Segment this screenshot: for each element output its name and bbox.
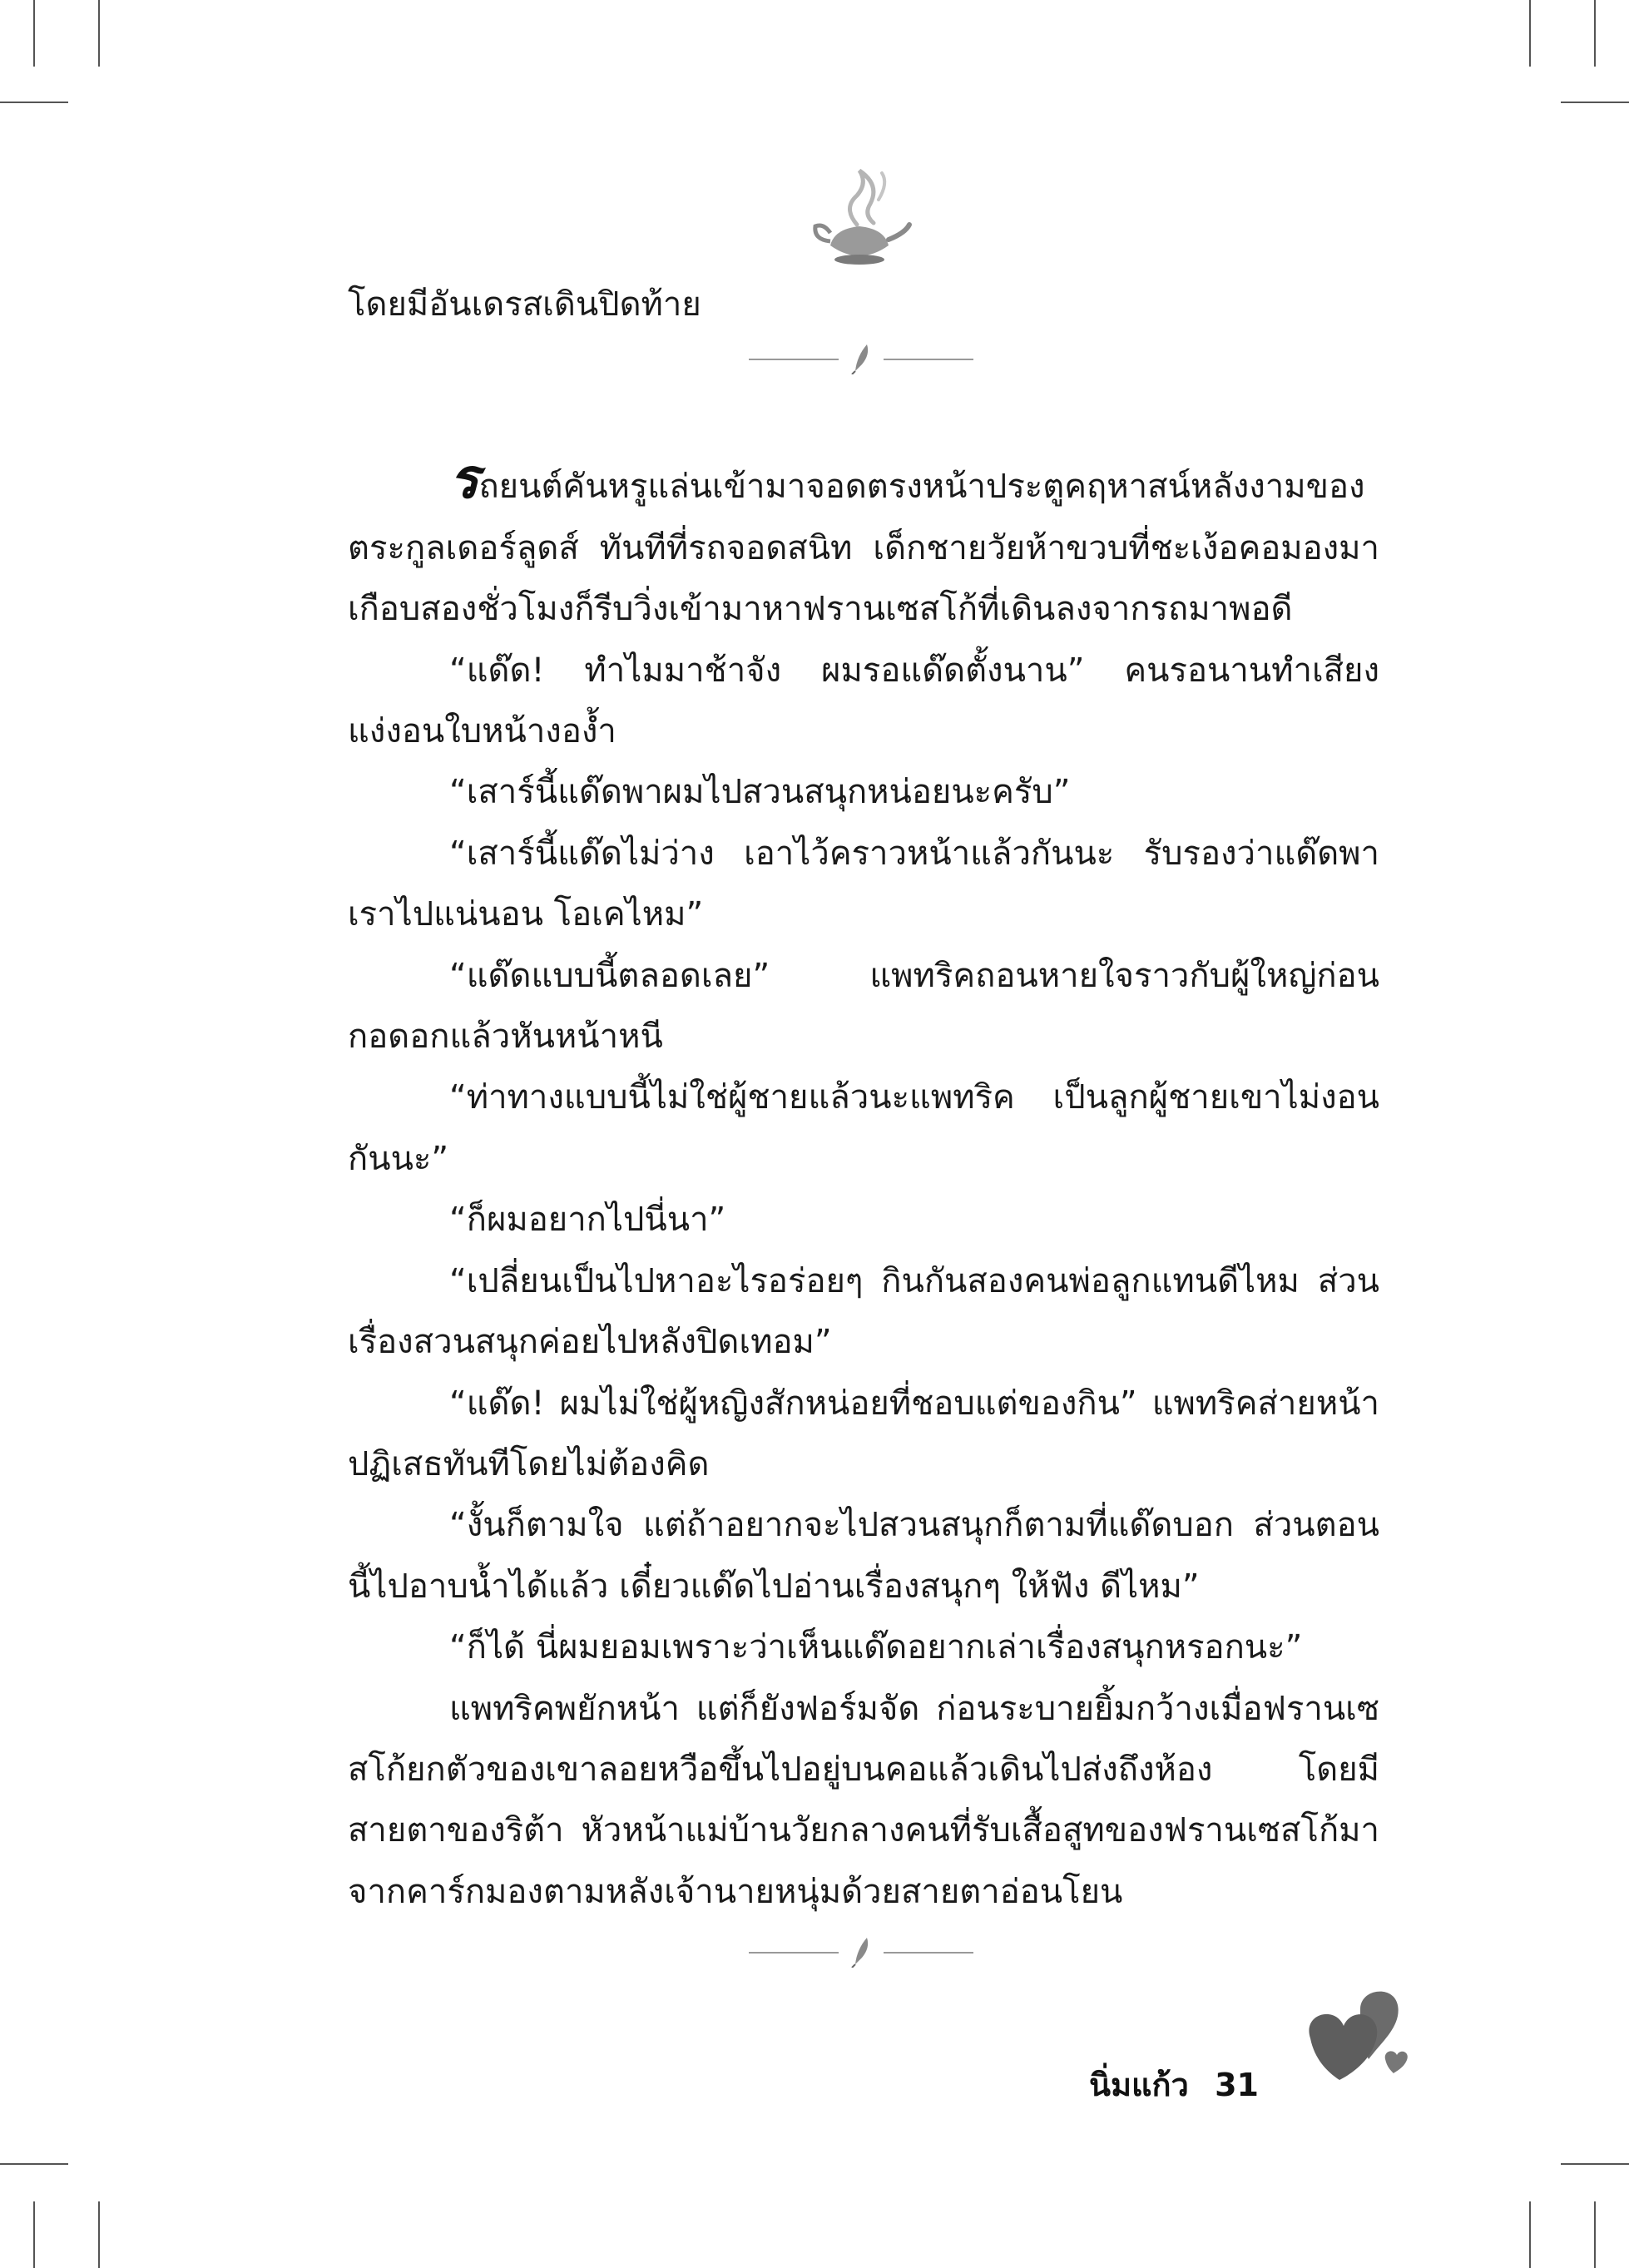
paragraph: “เสาร์นี้แด๊ดไม่ว่าง เอาไว้คราวหน้าแล้วกันนะ รับรองว่าแด๊ดพาเราไปแน่นอน โอเคไหม”	[348, 834, 1379, 934]
crop-mark	[1529, 0, 1531, 67]
crop-mark	[1529, 2201, 1531, 2268]
paragraph: “ท่าทางแบบนี้ไม่ใช่ผู้ชายแล้วนะแพทริค เป็นลูกผู้ชายเขาไม่งอนกันนะ”	[348, 1078, 1379, 1178]
paragraph: “แด๊ด! ผมไม่ใช่ผู้หญิงสักหน่อยที่ชอบแต่ของกิน” แพทริคส่ายหน้าปฏิเสธทันทีโดยไม่ต้องคิด	[348, 1384, 1379, 1483]
crop-mark	[0, 2163, 68, 2165]
opening-line: โดยมีอันเดรสเดินปิดท้าย	[348, 285, 701, 324]
crop-mark	[1561, 102, 1629, 103]
drop-cap: ร	[449, 446, 479, 512]
paragraph: “งั้นก็ตามใจ แต่ถ้าอยากจะไปสวนสนุกก็ตามที่แด๊ดบอก ส่วนตอนนี้ไปอาบน้ำได้แล้ว เดี๋ยวแด๊ดไปอ่านเรื่องสนุกๆ ให้ฟัง ดีไหม”	[348, 1506, 1379, 1606]
hearts-icon	[1302, 1980, 1410, 2084]
paragraph	[348, 446, 1379, 640]
paragraph: แพทริคพยักหน้า แต่ก็ยังฟอร์มจัด ก่อนระบายยิ้มกว้างเมื่อฟรานเซสโก้ยกตัวของเขาลอยหวือขึ้นไปอยู่บนคอแล้วเดินไปส่งถึงห้อง โดยมีสายตาของริต้า หัวหน้าแม่บ้านวัยกลางคนที่รับเสื้อสูทของฟรานเซสโก้มาจากคาร์กมองตามหลังเจ้านายหนุ่มด้วยสายตาอ่อนโยน	[348, 1689, 1379, 1911]
paragraph-text: ถยนต์คันหรูแล่นเข้ามาจอดตรงหน้าประตูคฤหาสน์หลังงามของตระกูลเดอร์ลูดส์ ทันทีที่รถจอดสนิท เด็กชายวัยห้าขวบที่ชะเง้อคอมองมาเกือบสองชั่วโมงก็รีบวิ่งเข้ามาหาฟรานเซสโก้ที่เดินลงจากรถมาพอดี	[348, 468, 1379, 629]
page-number: 31	[1215, 2067, 1259, 2103]
quill-divider-icon	[749, 1934, 973, 1968]
author-name: นิ่มแก้ว	[1089, 2067, 1189, 2103]
section-break	[348, 335, 1379, 457]
crop-mark	[33, 0, 35, 67]
crop-mark	[33, 2201, 35, 2268]
paragraph: “ก็ผมอยากไปนี่นา”	[449, 1201, 726, 1240]
teapot-lamp-icon	[805, 166, 914, 275]
crop-mark	[1594, 0, 1596, 67]
crop-mark	[1561, 2163, 1629, 2165]
paragraph: “แด๊ดแบบนี้ตลอดเลย” แพทริคถอนหายใจราวกับผู้ใหญ่ก่อนกอดอกแล้วหันหน้าหนี	[348, 956, 1379, 1057]
crop-mark	[98, 0, 100, 67]
paragraph: “เสาร์นี้แด๊ดพาผมไปสวนสนุกหน่อยนะครับ”	[449, 773, 1071, 812]
paragraph: “เปลี่ยนเป็นไปหาอะไรอร่อยๆ กินกันสองคนพ่อลูกแทนดีไหม ส่วนเรื่องสวนสนุกค่อยไปหลังปิดเทอม”	[348, 1261, 1379, 1362]
crop-mark	[0, 102, 68, 103]
crop-mark	[1594, 2201, 1596, 2268]
paragraph: “แด๊ด! ทำไมมาช้าจัง ผมรอแด๊ดตั้งนาน” คนรอนานทำเสียงแง่งอนใบหน้างอง้ำ	[348, 651, 1379, 751]
paragraph: “ก็ได้ นี่ผมยอมเพราะว่าเห็นแด๊ดอยากเล่าเรื่องสนุกหรอกนะ”	[449, 1628, 1303, 1667]
body-text	[348, 275, 1379, 1923]
crop-mark	[98, 2201, 100, 2268]
page-footer	[1089, 2059, 1259, 2110]
